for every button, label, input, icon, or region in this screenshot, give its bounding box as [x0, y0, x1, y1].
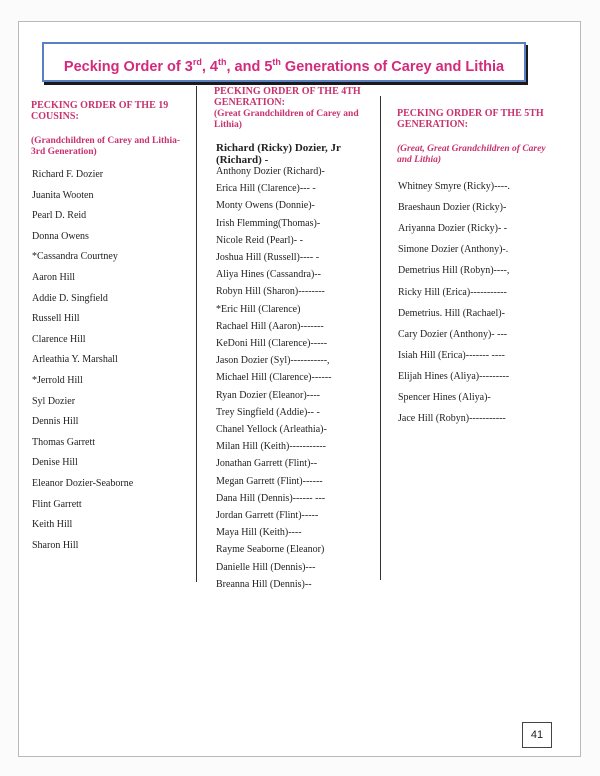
list-item: Jason Dozier (Syl)-----------, — [216, 355, 330, 367]
list-item: Jonathan Garrett (Flint)-- — [216, 458, 318, 470]
list-item: Ariyanna Dozier (Ricky)- - — [398, 223, 508, 235]
list-item: Dana Hill (Dennis)------ --- — [216, 492, 326, 504]
list-item: Aliya Hines (Cassandra)-- — [216, 269, 321, 281]
col2-subheading: (Great Grandchildren of Carey and Lithia) — [214, 109, 359, 130]
column-divider-right — [380, 96, 381, 580]
list-item: Jace Hill (Robyn)----------- — [398, 413, 506, 425]
list-item: Denise Hill — [32, 457, 78, 469]
list-item: Jordan Garrett (Flint)----- — [216, 510, 319, 521]
fifth-generation-column — [397, 108, 547, 166]
list-item: Eleanor Dozier-Seaborne — [32, 478, 134, 489]
list-item: Juanita Wooten — [32, 189, 94, 201]
page-number: 41 — [522, 722, 552, 748]
list-item: Rachael Hill (Aaron)------- — [216, 320, 324, 332]
list-item: KeDoni Hill (Clarence)----- — [216, 338, 328, 349]
col1-subheading: (Grandchildren of Carey and Lithia-3rd Generation) — [31, 136, 181, 157]
fourth-generation-column — [214, 86, 382, 131]
list-item: Milan Hill (Keith)----------- — [216, 441, 326, 453]
page-title: Pecking Order of 3rd, 4th, and 5th Generations of Carey and Lithia — [63, 57, 505, 75]
list-item: *Jerrold Hill — [32, 375, 83, 386]
list-item: Dennis Hill — [32, 416, 79, 428]
list-item: *Eric Hill (Clarence) — [216, 303, 301, 315]
list-item: Erica Hill (Clarence)--- - — [216, 183, 316, 195]
list-item: Keith Hill — [32, 519, 73, 531]
column-divider-left — [196, 86, 197, 582]
list-item: Russell Hill — [32, 313, 80, 325]
list-item: Spencer Hines (Aliya)- — [398, 392, 491, 403]
list-item: Trey Singfield (Addie)-- - — [216, 406, 320, 418]
list-item: Aaron Hill — [32, 272, 76, 283]
col3-heading: PECKING ORDER OF THE 5TH GENERATION: — [397, 108, 544, 130]
list-item: Whitney Smyre (Ricky)----. — [398, 181, 510, 192]
list-item: Anthony Dozier (Richard)- — [216, 166, 325, 177]
list-item: Michael Hill (Clarence)------ — [216, 372, 332, 384]
list-item: Pearl D. Reid — [32, 210, 87, 222]
list-item: Robyn Hill (Sharon)-------- — [216, 286, 325, 298]
list-item: Ricky Hill (Erica)----------- — [398, 286, 507, 298]
list-item: Ryan Dozier (Eleanor)---- — [216, 389, 320, 401]
list-item: Breanna Hill (Dennis)-- — [216, 578, 312, 590]
list-item: Chanel Yellock (Arleathia)- — [216, 424, 327, 435]
list-item: Flint Garrett — [32, 498, 82, 510]
col2-first-entry: Richard (Ricky) Dozier, Jr (Richard) - — [216, 142, 341, 166]
list-item: Nicole Reid (Pearl)- - — [216, 234, 303, 246]
list-item: Irish Flemming(Thomas)- — [216, 217, 321, 229]
list-item: Cary Dozier (Anthony)- --- — [398, 328, 508, 340]
list-item: Sharon Hill — [32, 539, 79, 551]
list-item: Monty Owens (Donnie)- — [216, 200, 315, 212]
list-item: *Cassandra Courtney — [32, 251, 118, 263]
list-item: Arleathia Y. Marshall — [32, 354, 118, 366]
title-box — [42, 42, 526, 82]
list-item: Isiah Hill (Erica)------- ---- — [398, 349, 505, 361]
list-item: Danielle Hill (Dennis)--- — [216, 561, 316, 573]
list-item: Thomas Garrett — [32, 436, 96, 448]
list-item: Addie D. Singfield — [32, 292, 108, 304]
list-item: Joshua Hill (Russell)---- - — [216, 252, 320, 263]
list-item: Megan Garrett (Flint)------ — [216, 475, 323, 487]
third-generation-column — [31, 100, 191, 158]
col2-heading: PECKING ORDER OF THE 4TH GENERATION: — [214, 86, 361, 108]
list-item: Braeshaun Dozier (Ricky)- — [398, 202, 507, 214]
list-item: Richard F. Dozier — [32, 169, 104, 180]
list-item: Donna Owens — [32, 230, 89, 242]
list-item: Maya Hill (Keith)---- — [216, 527, 302, 539]
col1-heading: PECKING ORDER OF THE 19 COUSINS: — [31, 100, 169, 122]
list-item: Syl Dozier — [32, 395, 76, 407]
col3-subheading: (Great, Great Grandchildren of Carey and Lithia) — [397, 144, 546, 165]
list-item: Demetrius. Hill (Rachael)- — [398, 307, 505, 319]
list-item: Clarence Hill — [32, 333, 86, 345]
list-item: Simone Dozier (Anthony)-. — [398, 244, 509, 256]
list-item: Elijah Hines (Aliya)--------- — [398, 370, 510, 382]
list-item: Demetrius Hill (Robyn)----, — [398, 265, 510, 277]
list-item: Rayme Seaborne (Eleanor) — [216, 544, 325, 556]
